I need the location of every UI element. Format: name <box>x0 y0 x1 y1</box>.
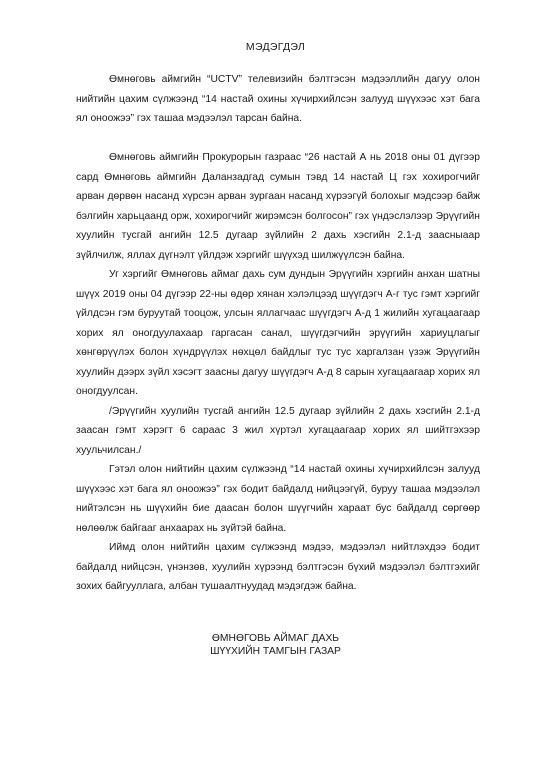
document-title: МЭДЭГДЭЛ <box>245 41 306 53</box>
paragraph-conclusion: Иймд олон нийтийн цахим сүлжээнд мэдээ, мэдээлэл нийтлэхдээ бодит байдалд нийцсэн, үнэнзөв, хуулийн хүрээнд бэлтгэсэн бүхий мэдээлэл бэлтгэхийг зохих байгууллага, албан тушаалтнуудад мэдэгдэж байна. <box>76 542 480 592</box>
paragraph-prosecution: Өмнөговь аймгийн Прокурорын газраас “26 настай А нь 2018 оны 01 дүгээр сард Өмнөговь аймгийн Даланзадгад сумын тэвд 14 настай Ц гэх хохирогчийг арван дөрвөн насанд хүрсэн арван зургаан насанд хүрээгүй болохыг мэдсээр байж бэлгийн харьцаанд орж, хохирогчийг жирэмсэн болгосон” гэх үндэслэлээр Эрүүгийн хуулийн тусгай ангийн 12.5 дугаар зүйлийн 2 дахь хэсгийн 2.1-д заасныаар зүйлчилж, яллах дүгнэлт үйлдэж хэргийг шүүхэд шилжүүлсэн байна. <box>76 152 480 261</box>
signature-block <box>0 632 551 658</box>
signature-line-1: ӨМНӨГОВЬ АЙМАГ ДАХЬ <box>211 633 340 644</box>
paragraph-court-decision: Уг хэргийг Өмнөговь аймаг дахь сум дундын Эрүүгийн хэргийн анхан шатны шүүх 2019 оны 04 дүгээр 22-ны өдөр хянан хэлэлцээд шүүгдэгч А-г тус гэмт хэргийг үйлдсэн гэм буруутай тооцож, улсын яллагчаас шүүгдэгч А-д 1 жилийн хугацаагаар хорих ял оногдуулахаар гаргасан санал, шүүгдэгчийн эрүүгийн хариуцлагыг хөнгөрүүлэх болон хүндрүүлэх нөхцөл байдлыг тус тус харгалзан үзэж Эрүүгийн хуулийн дээрх зүйл хэсэгт заасны дагуу шүүгдэгч А-д 8 сарын хугацаагаар хорих ял оногдуулсан. <box>76 269 480 397</box>
paragraph-law-note: /Эрүүгийн хуулийн тусгай ангийн 12.5 дугаар зүйлийн 2 дахь хэсгийн 2.1-д заасан гэмт хэрэгт 6 сараас 3 жил хүртэл хугацаагаар хорих ял шийтгэхээр хуульчилсан./ <box>76 405 480 456</box>
paragraph-intro: Өмнөговь аймгийн “UCTV” телевизийн бэлтгэсэн мэдээллийн дагуу олон нийтийн цахим сүлжээнд “14 настай охины хүчирхийлсэн залууд шүүхээс хэт бага ял оноожээ” гэх ташаа мэдээлэл тарсан байна. <box>76 74 480 124</box>
document-body <box>76 70 480 597</box>
signature-line-2: ШҮҮХИЙН ТАМГЫН ГАЗАР <box>210 646 341 657</box>
paragraph-misinformation: Гэтэл олон нийтийн цахим сүлжээнд “14 настай охины хүчирхийлсэн залууд шүүхээс хэт бага ял оноожээ” гэх бодит байдалд нийцээгүй, буруу ташаа мэдээлэл нийтэлсэн нь шүүхийн бие даасан болон шүүгчийн хараат бус байдалд сөргөөр нөлөөлж байгааг анхаарах нь зүйтэй байна. <box>76 464 480 534</box>
